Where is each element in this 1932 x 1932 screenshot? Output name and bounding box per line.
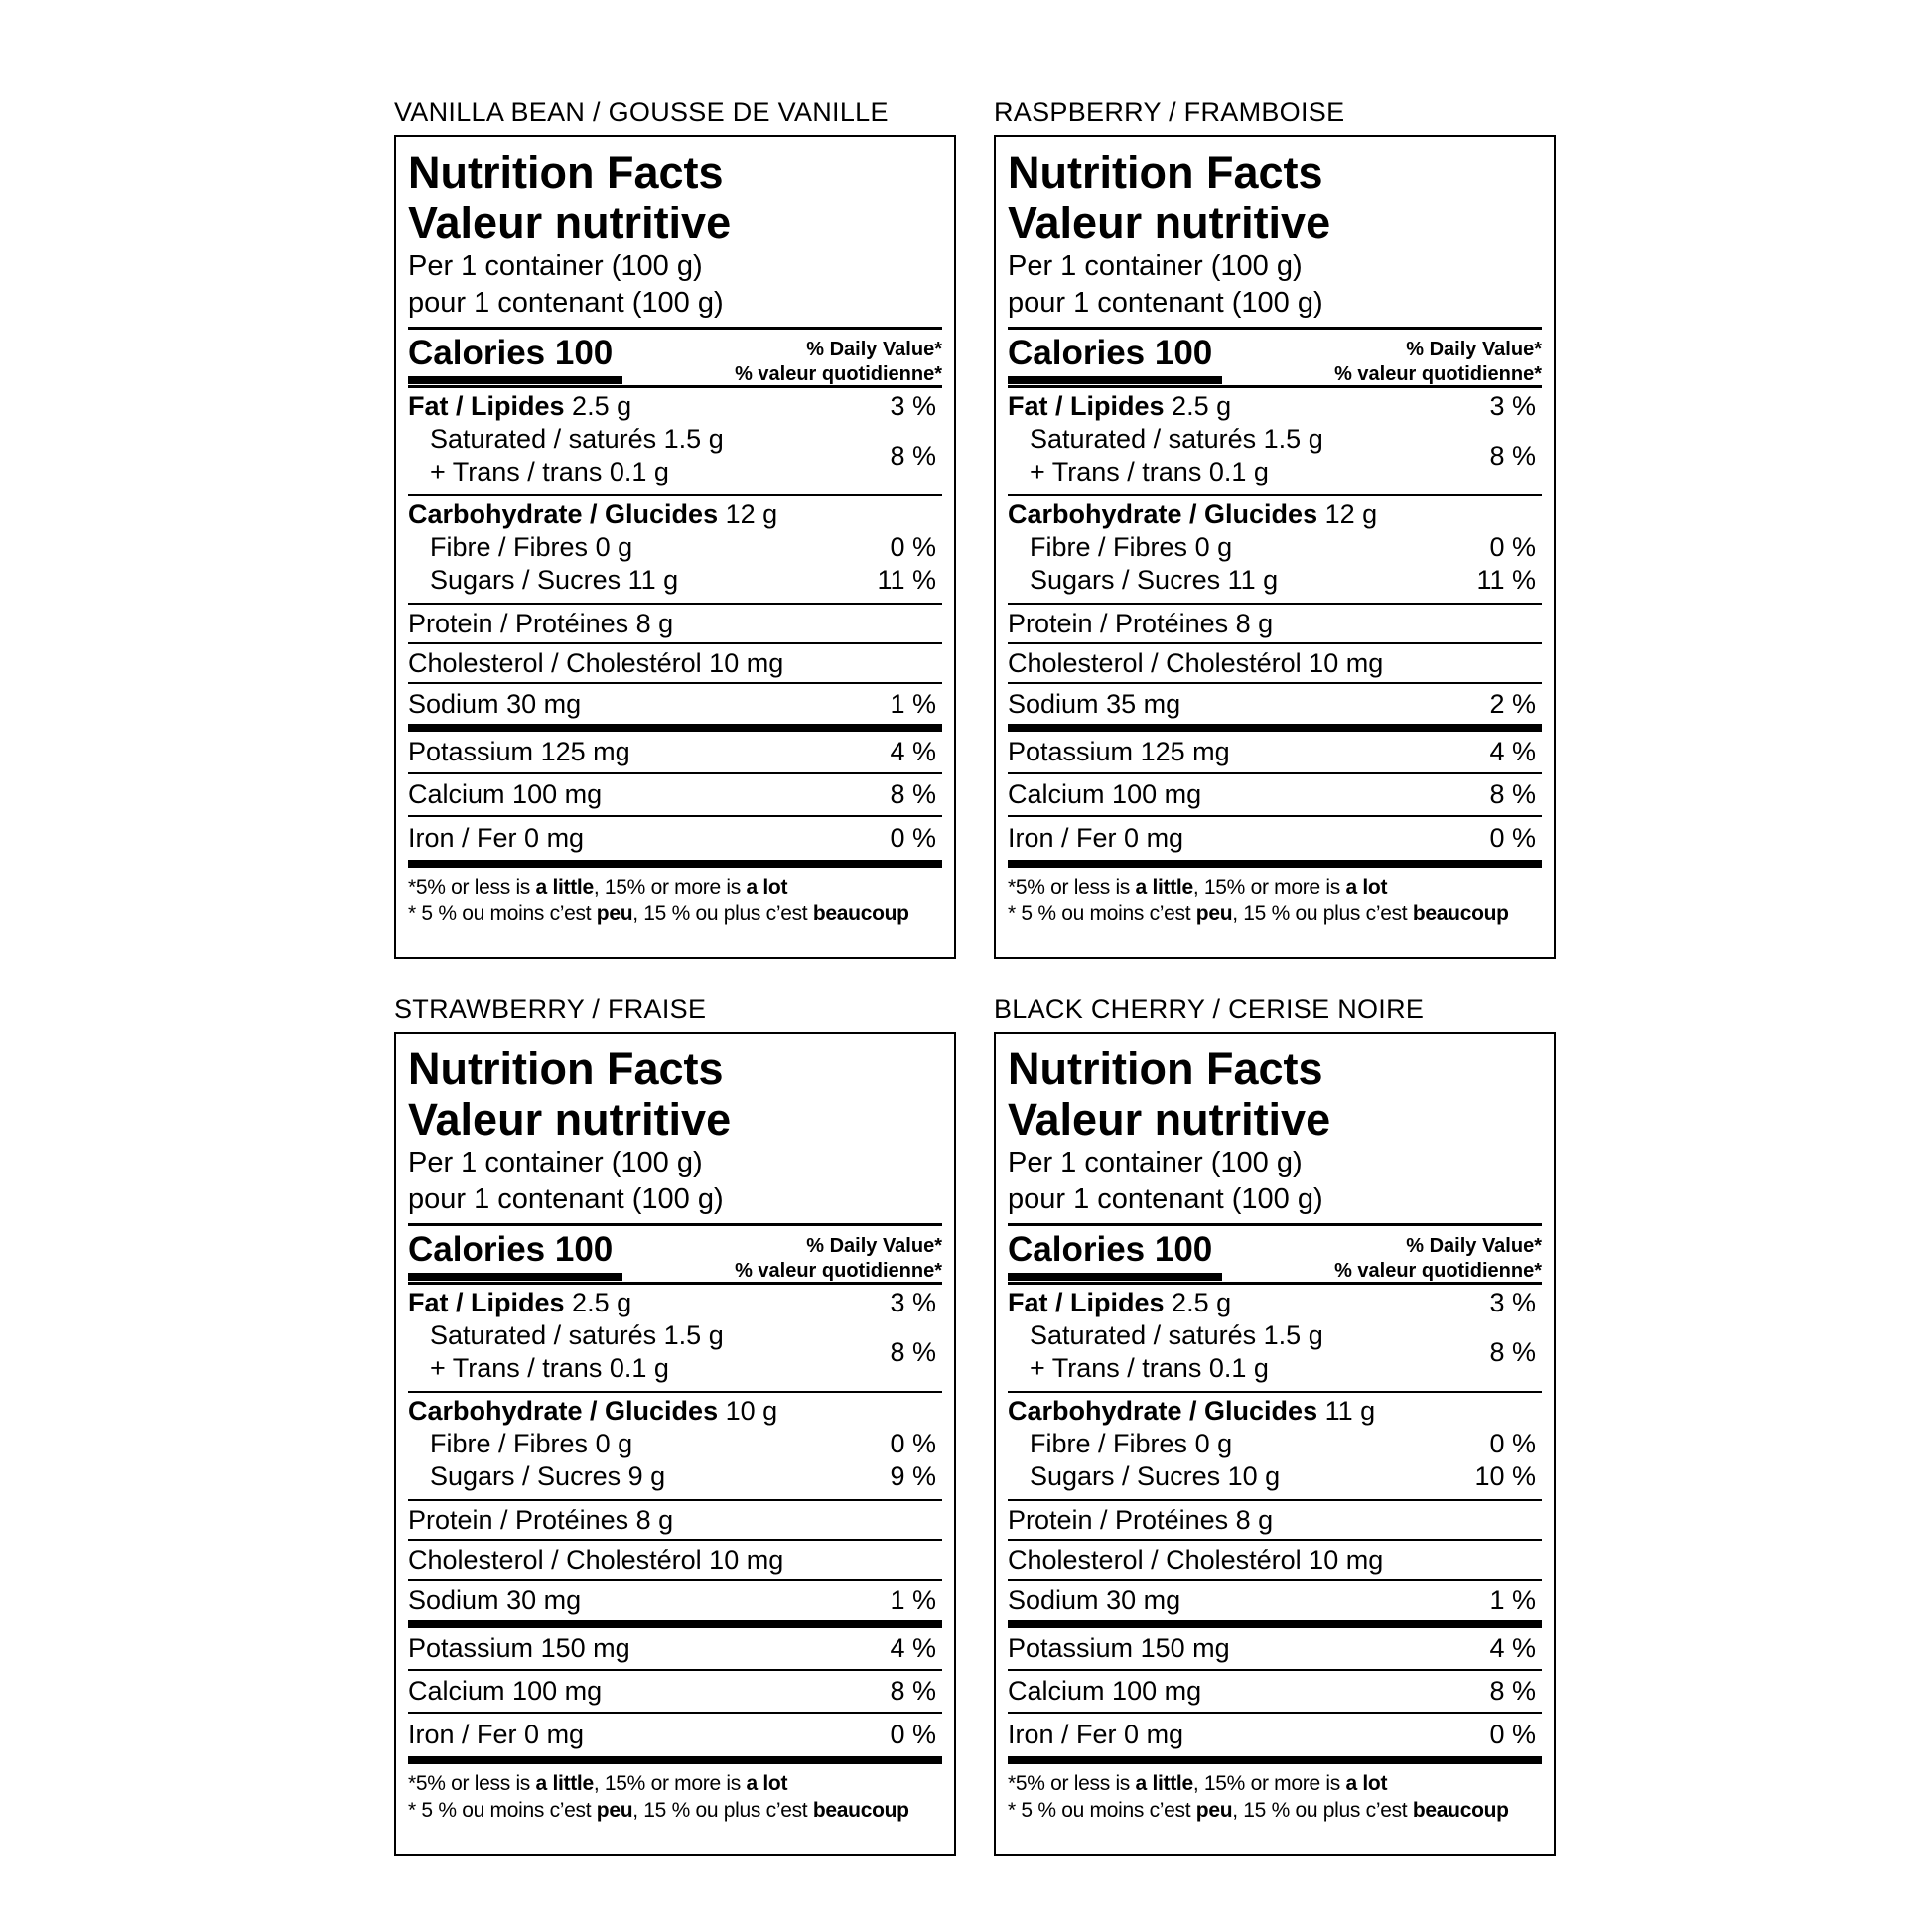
daily-value-fr: % valeur quotidienne* xyxy=(1334,1260,1542,1282)
trans-value: 0.1 g xyxy=(1208,1353,1269,1383)
sugars-value: 11 g xyxy=(1227,565,1279,595)
protein-label: Protein / Protéines xyxy=(1008,1504,1229,1535)
iron-row xyxy=(408,817,942,860)
calories-label: Calories xyxy=(408,334,546,372)
potassium-value: 125 mg xyxy=(540,737,630,766)
sodium-label: Sodium xyxy=(408,688,499,719)
nutrition-facts-table xyxy=(994,135,1556,959)
footnote xyxy=(408,1764,942,1824)
fat-row xyxy=(1008,1287,1542,1319)
thick-divider xyxy=(408,860,942,868)
fibre-dv: 0 % xyxy=(1489,1429,1536,1458)
fibre-dv: 0 % xyxy=(890,1429,936,1458)
trans-label: + Trans / trans xyxy=(1030,1353,1202,1383)
serving-size-fr: pour 1 contenant (100 g) xyxy=(408,1183,724,1215)
fat-row xyxy=(408,390,942,423)
cholesterol-row xyxy=(1008,644,1542,684)
calcium-row xyxy=(1008,1671,1542,1714)
carbohydrate-row xyxy=(1008,498,1542,531)
cholesterol-label: Cholesterol / Cholestérol xyxy=(408,647,702,678)
iron-label: Iron / Fer xyxy=(1008,823,1117,853)
daily-value-en: % Daily Value* xyxy=(806,1235,942,1257)
protein-row xyxy=(1008,1501,1542,1541)
carbohydrate-label: Carbohydrate / Glucides xyxy=(408,499,719,529)
title-en: Nutrition Facts xyxy=(408,1043,724,1094)
serving-size-en: Per 1 container (100 g) xyxy=(408,250,703,282)
fibre-row xyxy=(408,1428,942,1460)
footnote xyxy=(1008,1764,1542,1824)
carbohydrate-label: Carbohydrate / Glucides xyxy=(1008,1396,1318,1426)
sugars-label: Sugars / Sucres xyxy=(430,1461,621,1491)
iron-dv: 0 % xyxy=(890,1720,936,1749)
iron-label: Iron / Fer xyxy=(1008,1720,1117,1749)
fat-value: 2.5 g xyxy=(572,1288,632,1317)
cholesterol-label: Cholesterol / Cholestérol xyxy=(408,1544,702,1575)
calories-label: Calories xyxy=(408,1230,546,1269)
calcium-dv: 8 % xyxy=(890,1676,936,1706)
calories-row xyxy=(408,330,942,385)
iron-value: 0 mg xyxy=(524,1720,585,1749)
sugars-row xyxy=(1008,1460,1542,1493)
nutrition-facts-table xyxy=(394,135,956,959)
potassium-value: 150 mg xyxy=(1140,1633,1230,1663)
calcium-dv: 8 % xyxy=(1489,779,1536,809)
iron-label: Iron / Fer xyxy=(408,1720,517,1749)
iron-dv: 0 % xyxy=(890,823,936,853)
fibre-row xyxy=(408,531,942,564)
iron-dv: 0 % xyxy=(1489,823,1536,853)
fat-label: Fat / Lipides xyxy=(408,391,565,421)
saturated-value: 1.5 g xyxy=(1263,424,1323,454)
protein-row xyxy=(1008,605,1542,644)
carbohydrate-group xyxy=(1008,496,1542,605)
saturated-trans-dv: 8 % xyxy=(1489,1336,1536,1367)
fibre-label: Fibre / Fibres xyxy=(430,532,589,562)
protein-value: 8 g xyxy=(1235,608,1274,638)
sugars-row xyxy=(1008,564,1542,597)
fibre-value: 0 g xyxy=(1194,1429,1233,1458)
iron-dv: 0 % xyxy=(1489,1720,1536,1749)
sodium-value: 30 mg xyxy=(506,1585,582,1615)
sodium-dv: 1 % xyxy=(890,688,936,719)
fibre-row xyxy=(1008,531,1542,564)
cholesterol-row xyxy=(1008,1541,1542,1581)
carbohydrate-row xyxy=(1008,1395,1542,1428)
daily-value-fr: % valeur quotidienne* xyxy=(735,1260,942,1282)
calories-value: 100 xyxy=(1154,1230,1213,1269)
footnote-en: *5% or less is a little, 15% or more is a lot xyxy=(408,876,788,898)
flavor-panel-4 xyxy=(994,992,1556,1856)
potassium-label: Potassium xyxy=(408,737,534,766)
fat-label: Fat / Lipides xyxy=(408,1288,565,1317)
sugars-row xyxy=(408,1460,942,1493)
sugars-dv: 10 % xyxy=(1474,1461,1536,1491)
carbohydrate-value: 11 g xyxy=(1324,1396,1376,1426)
title-en: Nutrition Facts xyxy=(1008,147,1323,198)
sugars-label: Sugars / Sucres xyxy=(430,565,621,595)
protein-value: 8 g xyxy=(635,1504,674,1535)
carbohydrate-value: 12 g xyxy=(725,499,778,529)
saturated-trans-row xyxy=(1008,1319,1542,1385)
fat-label: Fat / Lipides xyxy=(1008,391,1165,421)
potassium-row xyxy=(1008,732,1542,774)
cholesterol-row xyxy=(408,644,942,684)
daily-value-en: % Daily Value* xyxy=(806,339,942,360)
potassium-label: Potassium xyxy=(1008,737,1134,766)
fibre-label: Fibre / Fibres xyxy=(1030,1429,1188,1458)
potassium-value: 150 mg xyxy=(540,1633,630,1663)
calories-value: 100 xyxy=(1154,334,1213,372)
footnote xyxy=(408,868,942,927)
fat-dv: 3 % xyxy=(890,1288,936,1317)
iron-value: 0 mg xyxy=(1124,1720,1184,1749)
nutrition-facts-table xyxy=(994,1032,1556,1856)
calcium-value: 100 mg xyxy=(512,1676,603,1706)
sugars-dv: 9 % xyxy=(890,1461,936,1491)
iron-value: 0 mg xyxy=(524,823,585,853)
thick-divider xyxy=(1008,724,1542,732)
saturated-trans-row xyxy=(408,1319,942,1385)
fibre-label: Fibre / Fibres xyxy=(430,1429,589,1458)
serving-size-fr: pour 1 contenant (100 g) xyxy=(1008,1183,1323,1215)
potassium-row xyxy=(408,732,942,774)
title-fr: Valeur nutritive xyxy=(1008,1094,1331,1145)
daily-value-header xyxy=(735,330,942,387)
daily-value-fr: % valeur quotidienne* xyxy=(735,363,942,385)
fat-row xyxy=(408,1287,942,1319)
fat-dv: 3 % xyxy=(890,391,936,421)
fat-dv: 3 % xyxy=(1489,1288,1536,1317)
fibre-dv: 0 % xyxy=(1489,532,1536,562)
carbohydrate-group xyxy=(408,1393,942,1501)
serving-size-en: Per 1 container (100 g) xyxy=(1008,250,1303,282)
fibre-value: 0 g xyxy=(1194,532,1233,562)
footnote-en: *5% or less is a little, 15% or more is a lot xyxy=(408,1772,788,1795)
trans-value: 0.1 g xyxy=(1208,457,1269,486)
carbohydrate-row xyxy=(408,498,942,531)
calories-value: 100 xyxy=(554,1230,614,1269)
potassium-value: 125 mg xyxy=(1140,737,1230,766)
calories-label: Calories xyxy=(1008,334,1146,372)
flavor-name: RASPBERRY / FRAMBOISE xyxy=(994,97,1345,127)
cholesterol-row xyxy=(408,1541,942,1581)
calcium-dv: 8 % xyxy=(1489,1676,1536,1706)
saturated-label: Saturated / saturés xyxy=(430,424,657,454)
sodium-dv: 2 % xyxy=(1489,688,1536,719)
footnote-fr: * 5 % ou moins c’est peu, 15 % ou plus c’est beaucoup xyxy=(1008,1799,1509,1822)
calories xyxy=(408,1226,622,1274)
calories-value: 100 xyxy=(554,334,614,372)
flavor-name: BLACK CHERRY / CERISE NOIRE xyxy=(994,994,1425,1024)
calories xyxy=(408,330,622,377)
saturated-trans-dv: 8 % xyxy=(1489,440,1536,471)
calcium-label: Calcium xyxy=(1008,779,1105,809)
sugars-row xyxy=(408,564,942,597)
serving-size-en: Per 1 container (100 g) xyxy=(408,1147,703,1178)
sugars-value: 11 g xyxy=(627,565,679,595)
sodium-row xyxy=(408,1581,942,1620)
serving-size-fr: pour 1 contenant (100 g) xyxy=(1008,287,1323,319)
calories-label: Calories xyxy=(1008,1230,1146,1269)
sodium-label: Sodium xyxy=(408,1585,499,1615)
nutrition-facts-table xyxy=(394,1032,956,1856)
calories-underline xyxy=(408,376,622,384)
sodium-dv: 1 % xyxy=(1489,1585,1536,1615)
protein-label: Protein / Protéines xyxy=(408,1504,629,1535)
fat-group xyxy=(408,1285,942,1393)
sodium-dv: 1 % xyxy=(890,1585,936,1615)
thick-divider xyxy=(408,1756,942,1764)
fibre-row xyxy=(1008,1428,1542,1460)
calcium-row xyxy=(408,774,942,817)
carbohydrate-group xyxy=(408,496,942,605)
calcium-label: Calcium xyxy=(1008,1676,1105,1706)
calcium-row xyxy=(1008,774,1542,817)
trans-value: 0.1 g xyxy=(609,1353,669,1383)
potassium-label: Potassium xyxy=(408,1633,534,1663)
serving-size-en: Per 1 container (100 g) xyxy=(1008,1147,1303,1178)
potassium-row xyxy=(1008,1628,1542,1671)
calcium-dv: 8 % xyxy=(890,779,936,809)
title-fr: Valeur nutritive xyxy=(1008,198,1331,248)
carbohydrate-label: Carbohydrate / Glucides xyxy=(1008,499,1318,529)
trans-label: + Trans / trans xyxy=(430,1353,603,1383)
thick-divider xyxy=(408,724,942,732)
footnote-en: *5% or less is a little, 15% or more is a lot xyxy=(1008,1772,1388,1795)
carbohydrate-value: 12 g xyxy=(1324,499,1378,529)
calories-row xyxy=(408,1226,942,1282)
calories-underline xyxy=(1008,376,1222,384)
calories xyxy=(1008,1226,1222,1274)
daily-value-en: % Daily Value* xyxy=(1406,1235,1542,1257)
calories xyxy=(1008,330,1222,377)
thick-divider xyxy=(1008,1620,1542,1628)
trans-label: + Trans / trans xyxy=(430,457,603,486)
potassium-row xyxy=(408,1628,942,1671)
iron-value: 0 mg xyxy=(1124,823,1184,853)
title-fr: Valeur nutritive xyxy=(408,198,732,248)
calcium-label: Calcium xyxy=(408,1676,505,1706)
footnote xyxy=(1008,868,1542,927)
iron-row xyxy=(408,1714,942,1756)
sugars-dv: 11 % xyxy=(877,565,936,595)
iron-row xyxy=(1008,817,1542,860)
thick-divider xyxy=(1008,860,1542,868)
calcium-value: 100 mg xyxy=(512,779,603,809)
cholesterol-value: 10 mg xyxy=(1309,1544,1384,1575)
calories-underline xyxy=(1008,1273,1222,1281)
cholesterol-value: 10 mg xyxy=(709,1544,784,1575)
iron-row xyxy=(1008,1714,1542,1756)
carbohydrate-value: 10 g xyxy=(725,1396,778,1426)
cholesterol-value: 10 mg xyxy=(1309,647,1384,678)
sugars-value: 10 g xyxy=(1227,1461,1281,1491)
daily-value-en: % Daily Value* xyxy=(1406,339,1542,360)
daily-value-header xyxy=(1334,330,1542,387)
footnote-fr: * 5 % ou moins c’est peu, 15 % ou plus c’est beaucoup xyxy=(1008,902,1509,925)
saturated-label: Saturated / saturés xyxy=(1030,424,1257,454)
sugars-dv: 11 % xyxy=(1476,565,1536,595)
footnote-fr: * 5 % ou moins c’est peu, 15 % ou plus c’est beaucoup xyxy=(408,902,909,925)
title-en: Nutrition Facts xyxy=(408,147,724,198)
flavor-name: STRAWBERRY / FRAISE xyxy=(394,994,707,1024)
sodium-label: Sodium xyxy=(1008,688,1099,719)
potassium-dv: 4 % xyxy=(890,737,936,766)
fibre-dv: 0 % xyxy=(890,532,936,562)
footnote-en: *5% or less is a little, 15% or more is a lot xyxy=(1008,876,1388,898)
carbohydrate-row xyxy=(408,1395,942,1428)
calories-row xyxy=(1008,330,1542,385)
fat-group xyxy=(1008,388,1542,496)
fat-value: 2.5 g xyxy=(1172,391,1232,421)
fibre-value: 0 g xyxy=(595,532,633,562)
iron-label: Iron / Fer xyxy=(408,823,517,853)
serving-size-fr: pour 1 contenant (100 g) xyxy=(408,287,724,319)
fat-row xyxy=(1008,390,1542,423)
potassium-dv: 4 % xyxy=(1489,737,1536,766)
flavor-panel-3 xyxy=(394,992,956,1856)
saturated-value: 1.5 g xyxy=(663,424,724,454)
sodium-value: 30 mg xyxy=(1106,1585,1181,1615)
saturated-trans-row xyxy=(408,423,942,488)
calories-row xyxy=(1008,1226,1542,1282)
fat-value: 2.5 g xyxy=(1172,1288,1232,1317)
saturated-trans-dv: 8 % xyxy=(890,1336,936,1367)
protein-value: 8 g xyxy=(635,608,674,638)
sodium-row xyxy=(1008,684,1542,724)
trans-label: + Trans / trans xyxy=(1030,457,1202,486)
fibre-label: Fibre / Fibres xyxy=(1030,532,1188,562)
saturated-trans-row xyxy=(1008,423,1542,488)
protein-row xyxy=(408,1501,942,1541)
cholesterol-label: Cholesterol / Cholestérol xyxy=(1008,647,1302,678)
title-en: Nutrition Facts xyxy=(1008,1043,1323,1094)
sugars-label: Sugars / Sucres xyxy=(1030,565,1221,595)
protein-row xyxy=(408,605,942,644)
thick-divider xyxy=(1008,1756,1542,1764)
sodium-value: 30 mg xyxy=(506,688,582,719)
sodium-row xyxy=(1008,1581,1542,1620)
sodium-label: Sodium xyxy=(1008,1585,1099,1615)
trans-value: 0.1 g xyxy=(609,457,669,486)
daily-value-fr: % valeur quotidienne* xyxy=(1334,363,1542,385)
sugars-value: 9 g xyxy=(627,1461,666,1491)
title-fr: Valeur nutritive xyxy=(408,1094,732,1145)
cholesterol-value: 10 mg xyxy=(709,647,784,678)
fat-group xyxy=(1008,1285,1542,1393)
sugars-label: Sugars / Sucres xyxy=(1030,1461,1221,1491)
potassium-label: Potassium xyxy=(1008,1633,1134,1663)
calcium-label: Calcium xyxy=(408,779,505,809)
fibre-value: 0 g xyxy=(595,1429,633,1458)
saturated-label: Saturated / saturés xyxy=(430,1320,657,1350)
saturated-label: Saturated / saturés xyxy=(1030,1320,1257,1350)
calcium-value: 100 mg xyxy=(1112,779,1202,809)
saturated-value: 1.5 g xyxy=(663,1320,724,1350)
saturated-value: 1.5 g xyxy=(1263,1320,1323,1350)
carbohydrate-label: Carbohydrate / Glucides xyxy=(408,1396,719,1426)
protein-label: Protein / Protéines xyxy=(1008,608,1229,638)
thick-divider xyxy=(408,1620,942,1628)
cholesterol-label: Cholesterol / Cholestérol xyxy=(1008,1544,1302,1575)
calcium-row xyxy=(408,1671,942,1714)
flavor-panel-2 xyxy=(994,95,1556,959)
daily-value-header xyxy=(735,1226,942,1284)
potassium-dv: 4 % xyxy=(890,1633,936,1663)
sodium-row xyxy=(408,684,942,724)
calories-underline xyxy=(408,1273,622,1281)
saturated-trans-dv: 8 % xyxy=(890,440,936,471)
daily-value-header xyxy=(1334,1226,1542,1284)
sodium-value: 35 mg xyxy=(1106,688,1181,719)
fat-group xyxy=(408,388,942,496)
protein-value: 8 g xyxy=(1235,1504,1274,1535)
protein-label: Protein / Protéines xyxy=(408,608,629,638)
fat-value: 2.5 g xyxy=(572,391,632,421)
footnote-fr: * 5 % ou moins c’est peu, 15 % ou plus c’est beaucoup xyxy=(408,1799,909,1822)
fat-dv: 3 % xyxy=(1489,391,1536,421)
flavor-panel-1 xyxy=(394,95,956,959)
fat-label: Fat / Lipides xyxy=(1008,1288,1165,1317)
carbohydrate-group xyxy=(1008,1393,1542,1501)
flavor-name: VANILLA BEAN / GOUSSE DE VANILLE xyxy=(394,97,889,127)
potassium-dv: 4 % xyxy=(1489,1633,1536,1663)
calcium-value: 100 mg xyxy=(1112,1676,1202,1706)
